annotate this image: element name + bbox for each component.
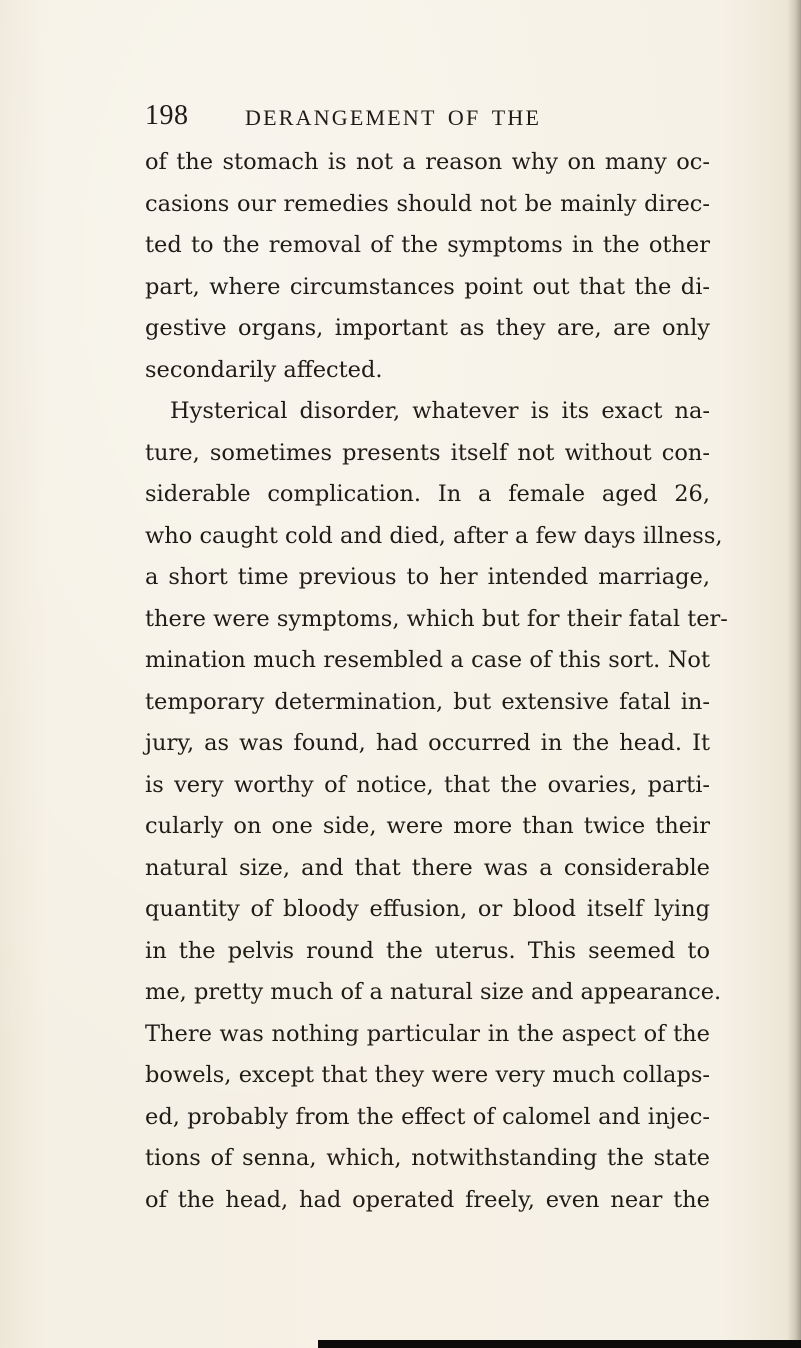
text-line: me, pretty much of a natural size and appearance. xyxy=(145,979,722,1005)
text-line: ture, sometimes presents itself not without con- xyxy=(145,439,710,466)
text-line: in the pelvis round the uterus. This seemed to xyxy=(145,937,710,964)
body-text xyxy=(145,142,728,1221)
page-edge-shadow xyxy=(787,0,801,1348)
text-line: of the stomach is not a reason why on many oc- xyxy=(145,149,710,175)
text-line: siderable complication. In a female aged 26, xyxy=(145,481,710,507)
running-title: DERANGEMENT OF THE xyxy=(245,105,542,130)
text-line: ed, probably from the effect of calomel and injec- xyxy=(145,1103,710,1130)
text-line: tions of senna, which, notwithstanding the state xyxy=(145,1145,710,1171)
text-line: ted to the removal of the symptoms in the other xyxy=(145,232,710,258)
bottom-edge-bar xyxy=(318,1340,801,1348)
text-line: is very worthy of notice, that the ovaries, parti- xyxy=(145,771,710,798)
text-line: a short time previous to her intended marriage, xyxy=(145,564,710,590)
text-line: bowels, except that they were very much collaps- xyxy=(145,1062,710,1088)
text-line: mination much resembled a case of this sort. Not xyxy=(145,647,710,673)
page-header xyxy=(145,100,705,134)
text-line: there were symptoms, which but for their fatal ter- xyxy=(145,605,728,632)
text-line: temporary determination, but extensive fatal in- xyxy=(145,688,710,715)
text-line: who caught cold and died, after a few days illness, xyxy=(145,522,723,549)
text-line: cularly on one side, were more than twice their xyxy=(145,813,710,839)
text-line: part, where circumstances point out that the di- xyxy=(145,273,710,300)
text-line: secondarily affected. xyxy=(145,356,383,383)
text-line: jury, as was found, had occurred in the head. It xyxy=(145,730,710,756)
text-line: Hysterical disorder, whatever is its exact na- xyxy=(170,398,710,424)
text-line: casions our remedies should not be mainly direc- xyxy=(145,190,710,217)
text-line: gestive organs, important as they are, are only xyxy=(145,315,710,341)
text-line: There was nothing particular in the aspect of the xyxy=(145,1020,710,1047)
text-line: quantity of bloody effusion, or blood itself lying xyxy=(145,896,710,922)
page-number: 198 xyxy=(145,100,189,131)
text-line: natural size, and that there was a considerable xyxy=(145,854,710,881)
text-line: of the head, had operated freely, even near the xyxy=(145,1186,710,1213)
